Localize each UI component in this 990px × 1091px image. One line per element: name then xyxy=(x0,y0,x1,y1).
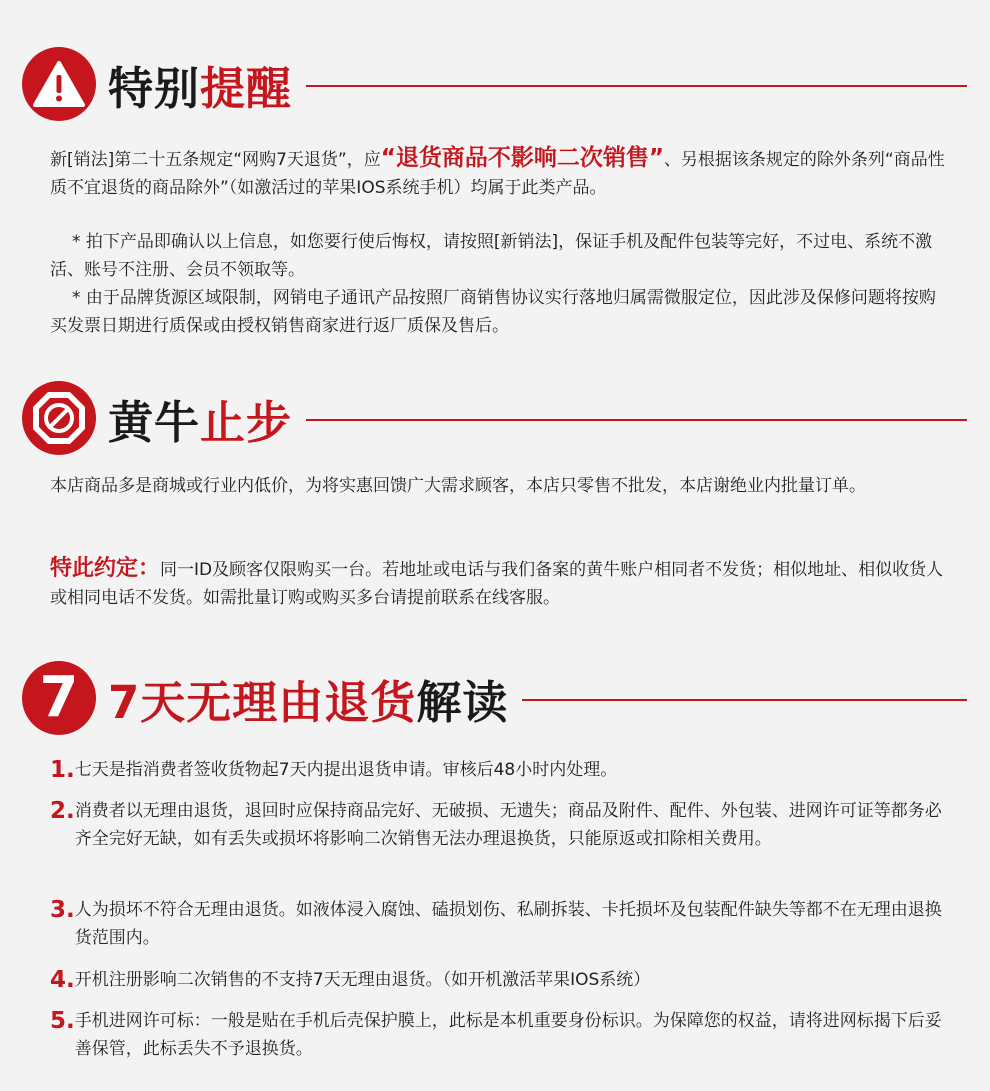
intro-prefix: 新[销法]第二十五条规定“网购7天退货”，应 xyxy=(50,150,381,170)
rule-text: 人为损坏不符合无理由退货。如液体浸入腐蚀、磕损划伤、私刷拆装、卡托损坏及包装配件缺失等都不在无理由退换货范围内。 xyxy=(74,900,942,948)
rule-number: 4. xyxy=(50,967,75,993)
prohibited-icon xyxy=(29,388,89,448)
title-black-part: 黄牛 xyxy=(108,395,201,449)
rule-text: 七天是指消费者签收货物起7天内提出退货申请。审核后48小时内处理。 xyxy=(74,760,618,780)
rule-number: 3. xyxy=(50,897,75,923)
warning-triangle-icon xyxy=(32,60,86,108)
divider-line xyxy=(306,85,967,87)
seven-badge xyxy=(22,661,96,735)
title-black-part: 解读 xyxy=(416,675,509,729)
seven-icon: 7 xyxy=(39,665,79,730)
return-rule-item xyxy=(50,896,950,952)
rule-text: 消费者以无理由退货，退回时应保持商品完好、无破损、无遗失；商品及附件、配件、外包装、进网许可证等都务必齐全完好无缺，如有丢失或损坏将影响二次销售无法办理退换货，只能原返或扣除相关费用。 xyxy=(74,801,942,849)
agreement-text: 同一ID及顾客仅限购买一台。若地址或电话与我们备案的黄牛账户相同者不发货；相似地址、相似收货人或相同电话不发货。如需批量订购或购买多台请提前联系在线客服。 xyxy=(50,560,944,608)
rule-number: 5. xyxy=(50,1008,75,1034)
special-notice-note-2: * 由于品牌货源区域限制，网销电子通讯产品按照厂商销售协议实行落地归属需微服定位，因此涉及保修问题将按购买发票日期进行质保或由授权销售商家进行返厂质保及售后。 xyxy=(50,288,936,336)
section-title xyxy=(108,386,292,451)
section-header-7-day-return xyxy=(22,660,967,736)
agreement-label: 特此约定： xyxy=(50,556,161,581)
title-black-part: 特别 xyxy=(108,61,201,115)
rule-text: 手机进网许可标：一般是贴在手机后壳保护膜上，此标是本机重要身份标识。为保障您的权益，请将进网标揭下后妥善保管，此标丢失不予退换货。 xyxy=(74,1011,942,1059)
return-rule-item xyxy=(50,1007,950,1063)
title-red-part: 提醒 xyxy=(200,61,293,115)
rule-text: 开机注册影响二次销售的不支持7天无理由退货。（如开机激活苹果IOS系统） xyxy=(74,970,651,990)
intro-highlight: “退货商品不影响二次销售” xyxy=(380,145,664,171)
rule-number: 2. xyxy=(50,798,75,824)
section-header-no-scalpers xyxy=(22,380,967,456)
prohibited-badge xyxy=(22,381,96,455)
divider-line xyxy=(306,419,967,421)
section-title xyxy=(108,666,508,731)
title-red-part: 止步 xyxy=(200,395,293,449)
no-scalpers-intro: 本店商品多是商城或行业内低价，为将实惠回馈广大需求顾客，本店只零售不批发，本店谢绝业内批量订单。 xyxy=(50,476,866,496)
return-rule-item xyxy=(50,966,950,994)
title-red-part: 7天无理由退货 xyxy=(108,675,417,729)
section-title xyxy=(108,52,292,117)
return-rule-item xyxy=(50,756,950,784)
intro-suffix: 、另根据该条规定的除外条列“商品性质不宜退货的商品除外”（如激活过的苹果IOS系统手机）均属于此类产品。 xyxy=(50,150,945,198)
warning-badge xyxy=(22,47,96,121)
no-scalpers-agreement xyxy=(50,555,950,612)
special-notice-intro xyxy=(50,144,950,202)
special-notice-note-1: * 拍下产品即确认以上信息，如您要行使后悔权，请按照[新销法]，保证手机及配件包装等完好，不过电、系统不激活、账号不注册、会员不领取等。 xyxy=(50,232,933,280)
rule-number: 1. xyxy=(50,757,75,783)
return-rule-item xyxy=(50,797,950,853)
section-header-special-notice xyxy=(22,46,967,122)
divider-line xyxy=(522,699,967,701)
